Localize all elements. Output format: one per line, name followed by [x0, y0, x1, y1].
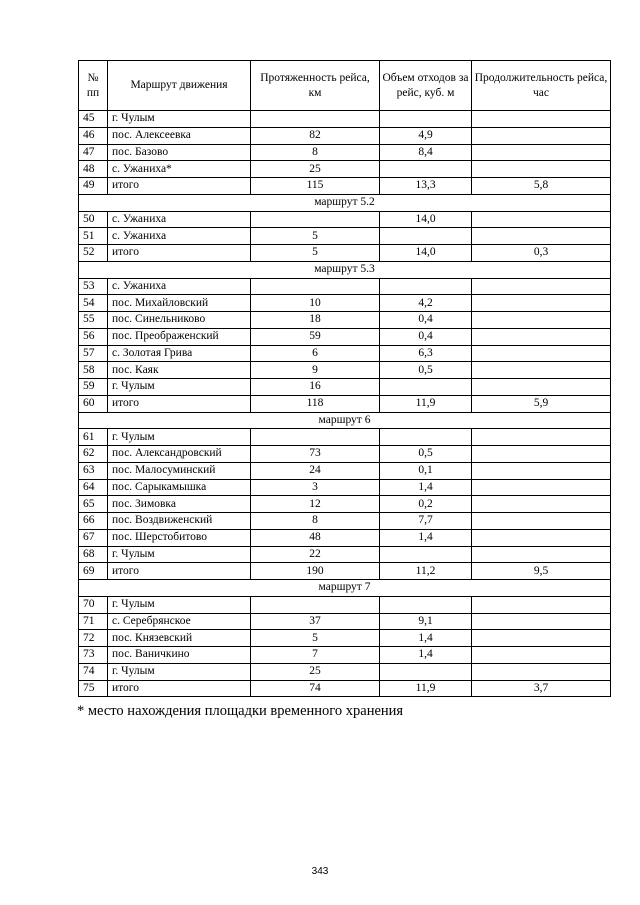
- length-cell: 12: [251, 496, 380, 513]
- row-number-cell: 62: [79, 446, 108, 463]
- table-row: [79, 295, 611, 312]
- row-number-cell: 67: [79, 529, 108, 546]
- length-cell: 22: [251, 546, 380, 563]
- route-point-cell: с. Золотая Грива: [108, 345, 251, 362]
- table-row: [79, 429, 611, 446]
- route-point-cell: г. Чулым: [108, 429, 251, 446]
- route-point-cell: с. Ужаниха: [108, 211, 251, 228]
- volume-cell: 14,0: [380, 245, 472, 262]
- length-cell: 115: [251, 178, 380, 195]
- row-number-cell: 53: [79, 278, 108, 295]
- table-row: [79, 563, 611, 580]
- duration-cell: [472, 211, 611, 228]
- table-row: [79, 379, 611, 396]
- duration-cell: [472, 111, 611, 128]
- table-row: [79, 245, 611, 262]
- row-number-cell: 49: [79, 178, 108, 195]
- length-cell: 9: [251, 362, 380, 379]
- duration-cell: [472, 429, 611, 446]
- footnote: * место нахождения площадки временного хранения: [77, 703, 404, 719]
- row-number-cell: 57: [79, 345, 108, 362]
- volume-cell: 4,9: [380, 127, 472, 144]
- length-cell: [251, 278, 380, 295]
- row-number-cell: 51: [79, 228, 108, 245]
- route-section-title: маршрут 6: [79, 412, 611, 429]
- volume-cell: [380, 111, 472, 128]
- route-point-cell: пос. Преображенский: [108, 328, 251, 345]
- volume-cell: [380, 596, 472, 613]
- table-row: [79, 278, 611, 295]
- table-row: [79, 647, 611, 664]
- row-number-cell: 71: [79, 613, 108, 630]
- length-cell: 74: [251, 680, 380, 697]
- length-cell: 3: [251, 479, 380, 496]
- row-number-cell: 66: [79, 513, 108, 530]
- table-row: [79, 446, 611, 463]
- header-route: Маршрут движения: [108, 61, 251, 111]
- duration-cell: [472, 127, 611, 144]
- volume-cell: [380, 161, 472, 178]
- route-point-cell: пос. Каяк: [108, 362, 251, 379]
- route-point-cell: итого: [108, 680, 251, 697]
- length-cell: 18: [251, 312, 380, 329]
- table-row: [79, 529, 611, 546]
- route-point-cell: пос. Базово: [108, 144, 251, 161]
- route-point-cell: пос. Воздвиженский: [108, 513, 251, 530]
- duration-cell: [472, 446, 611, 463]
- length-cell: 82: [251, 127, 380, 144]
- route-point-cell: пос. Зимовка: [108, 496, 251, 513]
- duration-cell: [472, 312, 611, 329]
- length-cell: 5: [251, 228, 380, 245]
- route-point-cell: итого: [108, 178, 251, 195]
- duration-cell: 5,8: [472, 178, 611, 195]
- length-cell: 10: [251, 295, 380, 312]
- volume-cell: 6,3: [380, 345, 472, 362]
- route-section-row: [79, 580, 611, 597]
- volume-cell: [380, 379, 472, 396]
- duration-cell: [472, 479, 611, 496]
- header-length: Протяженность рейса, км: [251, 61, 380, 111]
- duration-cell: [472, 362, 611, 379]
- route-section-row: [79, 194, 611, 211]
- table-row: [79, 680, 611, 697]
- duration-cell: [472, 462, 611, 479]
- duration-cell: [472, 278, 611, 295]
- header-num: № пп: [79, 61, 108, 111]
- row-number-cell: 61: [79, 429, 108, 446]
- volume-cell: [380, 228, 472, 245]
- volume-cell: 0,5: [380, 362, 472, 379]
- length-cell: 24: [251, 462, 380, 479]
- volume-cell: [380, 278, 472, 295]
- length-cell: 8: [251, 144, 380, 161]
- route-section-row: [79, 261, 611, 278]
- table-row: [79, 596, 611, 613]
- length-cell: 8: [251, 513, 380, 530]
- row-number-cell: 55: [79, 312, 108, 329]
- length-cell: 73: [251, 446, 380, 463]
- volume-cell: 0,4: [380, 328, 472, 345]
- duration-cell: [472, 496, 611, 513]
- route-point-cell: пос. Алексеевка: [108, 127, 251, 144]
- table-header-row: [79, 61, 611, 111]
- row-number-cell: 47: [79, 144, 108, 161]
- row-number-cell: 59: [79, 379, 108, 396]
- duration-cell: [472, 144, 611, 161]
- route-point-cell: пос. Сарыкамышка: [108, 479, 251, 496]
- volume-cell: 11,9: [380, 680, 472, 697]
- row-number-cell: 73: [79, 647, 108, 664]
- table-body: [79, 111, 611, 697]
- length-cell: 5: [251, 630, 380, 647]
- table-row: [79, 345, 611, 362]
- volume-cell: 4,2: [380, 295, 472, 312]
- duration-cell: [472, 295, 611, 312]
- route-point-cell: с. Ужаниха*: [108, 161, 251, 178]
- row-number-cell: 45: [79, 111, 108, 128]
- header-volume: Объем отходов за рейс, куб. м: [380, 61, 472, 111]
- volume-cell: 0,2: [380, 496, 472, 513]
- duration-cell: 5,9: [472, 395, 611, 412]
- row-number-cell: 56: [79, 328, 108, 345]
- volume-cell: 1,4: [380, 630, 472, 647]
- volume-cell: [380, 663, 472, 680]
- route-section-title: маршрут 5.3: [79, 261, 611, 278]
- route-point-cell: г. Чулым: [108, 111, 251, 128]
- row-number-cell: 48: [79, 161, 108, 178]
- table-row: [79, 228, 611, 245]
- route-point-cell: г. Чулым: [108, 546, 251, 563]
- row-number-cell: 63: [79, 462, 108, 479]
- page-number: 343: [311, 866, 329, 877]
- table-row: [79, 161, 611, 178]
- row-number-cell: 75: [79, 680, 108, 697]
- route-point-cell: пос. Шерстобитово: [108, 529, 251, 546]
- duration-cell: [472, 328, 611, 345]
- duration-cell: 0,3: [472, 245, 611, 262]
- route-point-cell: итого: [108, 395, 251, 412]
- length-cell: 59: [251, 328, 380, 345]
- volume-cell: 0,1: [380, 462, 472, 479]
- route-point-cell: пос. Синельниково: [108, 312, 251, 329]
- duration-cell: [472, 529, 611, 546]
- length-cell: 7: [251, 647, 380, 664]
- route-point-cell: пос. Князевский: [108, 630, 251, 647]
- volume-cell: 8,4: [380, 144, 472, 161]
- length-cell: [251, 211, 380, 228]
- length-cell: 5: [251, 245, 380, 262]
- route-point-cell: пос. Михайловский: [108, 295, 251, 312]
- length-cell: 118: [251, 395, 380, 412]
- row-number-cell: 65: [79, 496, 108, 513]
- duration-cell: [472, 546, 611, 563]
- duration-cell: [472, 596, 611, 613]
- table-row: [79, 144, 611, 161]
- volume-cell: 1,4: [380, 647, 472, 664]
- table-row: [79, 111, 611, 128]
- length-cell: 37: [251, 613, 380, 630]
- duration-cell: [472, 663, 611, 680]
- route-section-title: маршрут 5.2: [79, 194, 611, 211]
- length-cell: [251, 111, 380, 128]
- table-row: [79, 211, 611, 228]
- volume-cell: 13,3: [380, 178, 472, 195]
- row-number-cell: 50: [79, 211, 108, 228]
- volume-cell: [380, 546, 472, 563]
- table-row: [79, 312, 611, 329]
- table-row: [79, 462, 611, 479]
- volume-cell: 9,1: [380, 613, 472, 630]
- route-section-row: [79, 412, 611, 429]
- table-row: [79, 613, 611, 630]
- table-row: [79, 362, 611, 379]
- row-number-cell: 72: [79, 630, 108, 647]
- volume-cell: 0,4: [380, 312, 472, 329]
- row-number-cell: 68: [79, 546, 108, 563]
- table-row: [79, 479, 611, 496]
- row-number-cell: 60: [79, 395, 108, 412]
- route-point-cell: итого: [108, 245, 251, 262]
- route-point-cell: итого: [108, 563, 251, 580]
- volume-cell: 1,4: [380, 479, 472, 496]
- row-number-cell: 70: [79, 596, 108, 613]
- route-section-title: маршрут 7: [79, 580, 611, 597]
- length-cell: 190: [251, 563, 380, 580]
- duration-cell: [472, 513, 611, 530]
- row-number-cell: 74: [79, 663, 108, 680]
- duration-cell: [472, 228, 611, 245]
- routes-table: [78, 60, 611, 697]
- duration-cell: 3,7: [472, 680, 611, 697]
- route-point-cell: с. Ужаниха: [108, 278, 251, 295]
- route-point-cell: пос. Александровский: [108, 446, 251, 463]
- table-row: [79, 328, 611, 345]
- row-number-cell: 64: [79, 479, 108, 496]
- duration-cell: 9,5: [472, 563, 611, 580]
- row-number-cell: 52: [79, 245, 108, 262]
- volume-cell: 0,5: [380, 446, 472, 463]
- length-cell: 48: [251, 529, 380, 546]
- table-row: [79, 395, 611, 412]
- length-cell: [251, 429, 380, 446]
- length-cell: 6: [251, 345, 380, 362]
- length-cell: 25: [251, 663, 380, 680]
- route-point-cell: г. Чулым: [108, 596, 251, 613]
- route-point-cell: пос. Малосуминский: [108, 462, 251, 479]
- row-number-cell: 69: [79, 563, 108, 580]
- table-row: [79, 630, 611, 647]
- duration-cell: [472, 379, 611, 396]
- table-row: [79, 513, 611, 530]
- table-row: [79, 127, 611, 144]
- row-number-cell: 46: [79, 127, 108, 144]
- volume-cell: 1,4: [380, 529, 472, 546]
- table-row: [79, 496, 611, 513]
- volume-cell: 7,7: [380, 513, 472, 530]
- volume-cell: 11,2: [380, 563, 472, 580]
- duration-cell: [472, 345, 611, 362]
- duration-cell: [472, 630, 611, 647]
- length-cell: 25: [251, 161, 380, 178]
- table-row: [79, 546, 611, 563]
- length-cell: 16: [251, 379, 380, 396]
- header-duration: Продолжительность рейса, час: [472, 61, 611, 111]
- volume-cell: 11,9: [380, 395, 472, 412]
- duration-cell: [472, 613, 611, 630]
- length-cell: [251, 596, 380, 613]
- route-point-cell: г. Чулым: [108, 663, 251, 680]
- route-point-cell: пос. Ваничкино: [108, 647, 251, 664]
- route-point-cell: с. Ужаниха: [108, 228, 251, 245]
- volume-cell: 14,0: [380, 211, 472, 228]
- volume-cell: [380, 429, 472, 446]
- row-number-cell: 54: [79, 295, 108, 312]
- route-point-cell: с. Серебрянское: [108, 613, 251, 630]
- duration-cell: [472, 161, 611, 178]
- row-number-cell: 58: [79, 362, 108, 379]
- duration-cell: [472, 647, 611, 664]
- table-row: [79, 663, 611, 680]
- table-row: [79, 178, 611, 195]
- route-point-cell: г. Чулым: [108, 379, 251, 396]
